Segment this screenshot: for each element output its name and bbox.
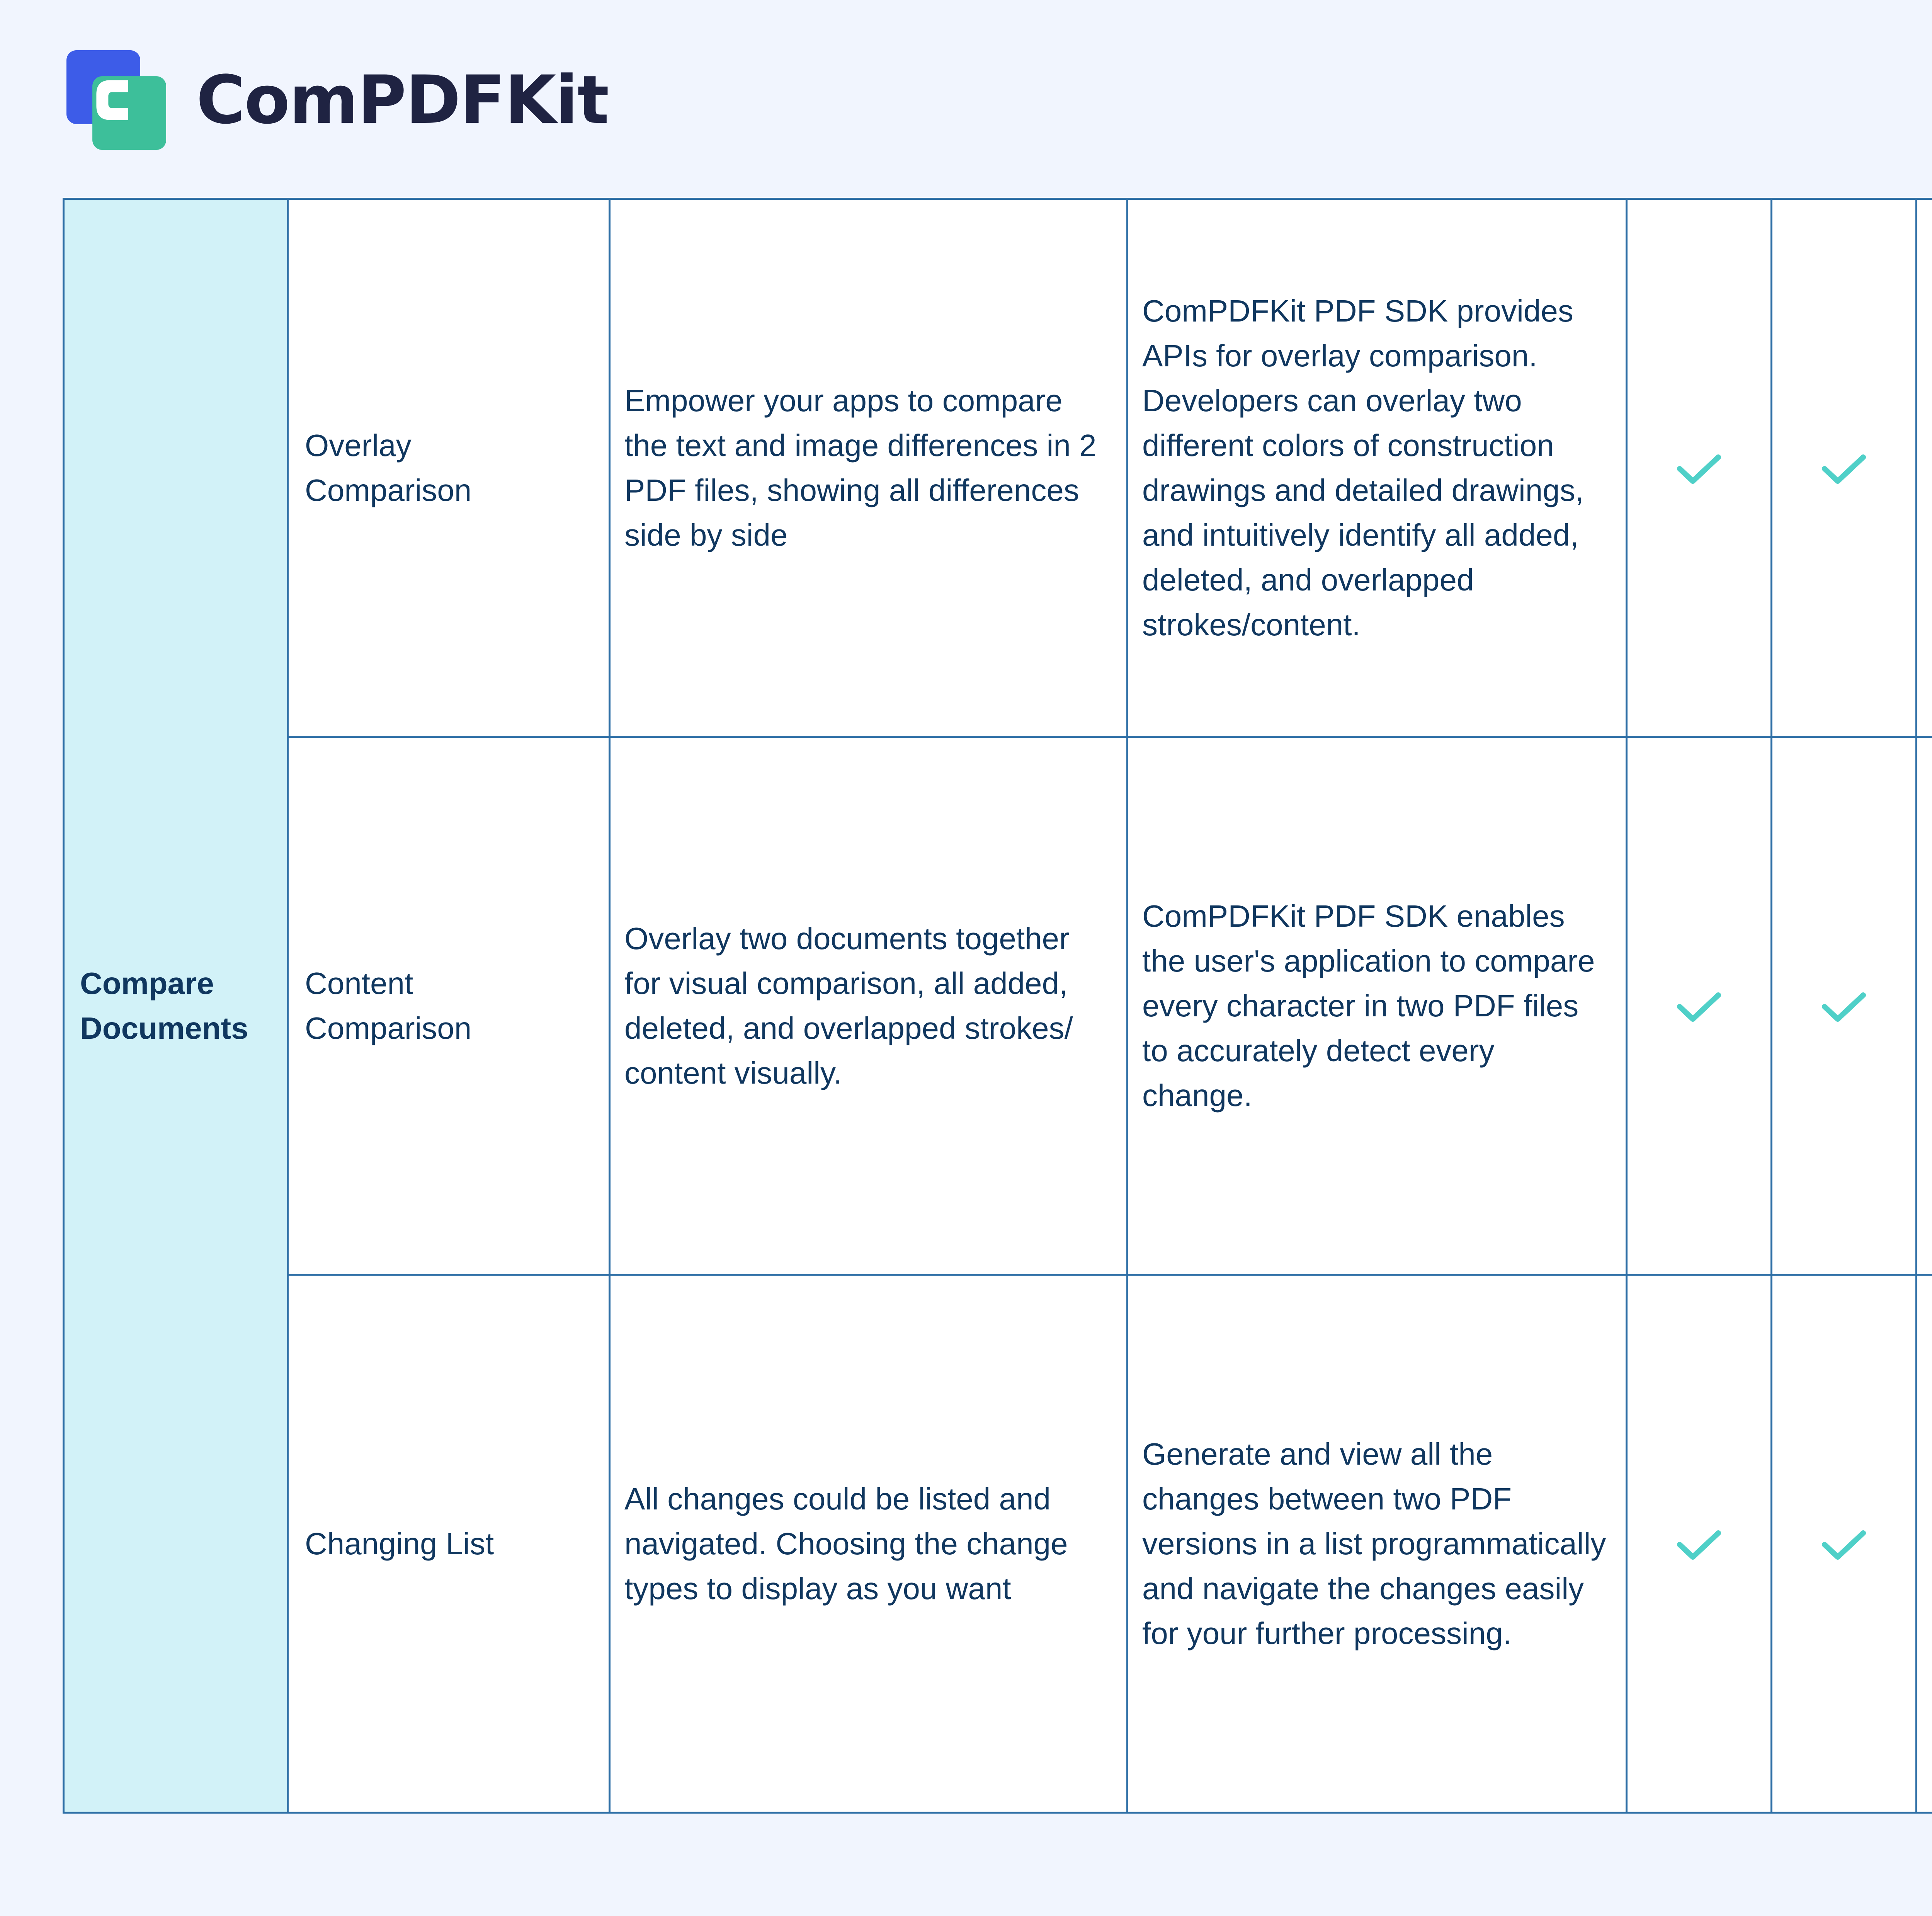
feature-comparison-table (63, 198, 1932, 1814)
checkmark-icon (1676, 453, 1722, 487)
support-cell (1917, 199, 1932, 737)
support-cell (1627, 199, 1772, 737)
feature-summary-cell: Empower your apps to compare the text and image differences in 2 PDF files, showing all differences side by side (610, 199, 1128, 737)
checkmark-icon (1821, 990, 1867, 1025)
feature-details-cell: Generate and view all the changes between two PDF versions in a list programmatically and navigate the changes easily for your further processing. (1128, 1275, 1627, 1813)
support-cell (1627, 1275, 1772, 1813)
checkmark-icon (1821, 453, 1867, 487)
category-cell (64, 199, 288, 1813)
category-label-line1: Compare (80, 966, 214, 1001)
support-cell (1627, 737, 1772, 1275)
table-row (64, 1275, 1932, 1813)
header (66, 48, 608, 152)
checkmark-icon (1676, 990, 1722, 1025)
support-cell (1772, 1275, 1917, 1813)
feature-summary-cell: All changes could be listed and navigated. Choosing the change types to display as you want (610, 1275, 1128, 1813)
compdfkit-logo-icon (66, 50, 166, 150)
feature-name-cell (288, 737, 610, 1275)
checkmark-icon (1676, 1528, 1722, 1563)
feature-details-cell: ComPDFKit PDF SDK provides APIs for overlay comparison. Developers can overlay two different colors of construction drawings and detailed drawings, and intuitively identify all added, deleted, and overlapped strokes/content. (1128, 199, 1627, 737)
feature-name-cell (288, 199, 610, 737)
support-cell (1917, 1275, 1932, 1813)
category-label-line2: Documents (80, 1011, 248, 1045)
feature-name-line2: Comparison (305, 473, 472, 507)
feature-name-cell (288, 1275, 610, 1813)
table-row (64, 737, 1932, 1275)
feature-name-line1: Content (305, 966, 413, 1001)
table-row (64, 199, 1932, 737)
feature-name-line2: Comparison (305, 1011, 472, 1045)
checkmark-icon (1821, 1528, 1867, 1563)
support-cell (1917, 737, 1932, 1275)
feature-name-line1: Overlay (305, 428, 412, 463)
feature-name-line1: Changing List (305, 1526, 494, 1561)
feature-summary-cell: Overlay two documents together for visual comparison, all added, deleted, and overlapped strokes/ content visually. (610, 737, 1128, 1275)
support-cell (1772, 737, 1917, 1275)
brand-name: ComPDFKit (196, 61, 609, 139)
support-cell (1772, 199, 1917, 737)
feature-details-cell: ComPDFKit PDF SDK enables the user's application to compare every character in two PDF files to accurately detect every change. (1128, 737, 1627, 1275)
